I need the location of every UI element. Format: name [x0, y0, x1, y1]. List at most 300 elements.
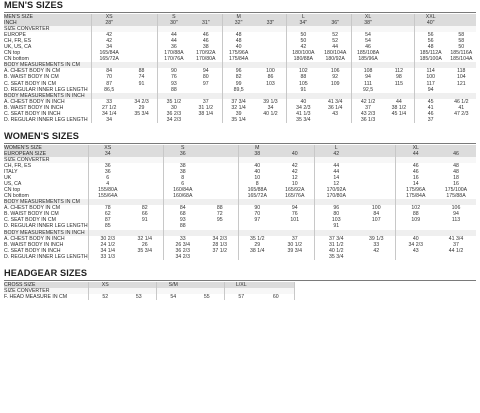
table-cell: 170/92A: [314, 187, 358, 193]
table-cell: 36: [88, 169, 127, 175]
table-cell: 57: [224, 294, 258, 300]
table-cell: 36": [319, 20, 351, 26]
table-cell: 34: [88, 151, 127, 157]
table-cell: 42: [92, 32, 126, 38]
table-cell: 93: [163, 217, 202, 223]
table-cell: 94: [291, 205, 298, 212]
table-cell: 175/100A: [444, 187, 468, 194]
table-cell: 90: [238, 205, 276, 211]
table-cell: 170/80A: [196, 56, 216, 63]
table-cell: 35 1/2: [157, 99, 189, 105]
table-cell: 33: [373, 241, 380, 248]
table-cell: 170/80A: [314, 193, 358, 199]
table-cell: 42: [291, 169, 298, 176]
table-cell: 44: [314, 163, 358, 169]
table-cell: 72: [216, 211, 223, 218]
table-cell: 31 1/2: [198, 104, 213, 111]
table-cell: 41 3/4: [448, 235, 464, 242]
table-cell: 94: [414, 87, 446, 93]
table-cell: 26 3/4: [163, 242, 202, 248]
table-cell: 34 2/3: [395, 242, 436, 248]
table-cell: 45 1/4: [391, 110, 407, 117]
row-label: B. WAIST BODY IN CM: [4, 211, 59, 218]
table-cell: 36 1/3: [352, 117, 384, 123]
table-cell: 92,5: [352, 87, 384, 93]
table-cell: 88: [138, 68, 145, 75]
table-cell: 30 2/3: [88, 236, 127, 242]
table-cell: L: [314, 145, 358, 151]
table-cell: 88: [216, 205, 223, 212]
table-cell: 82: [222, 74, 254, 80]
row-label: D. REGULAR INNER LEG LENGTH: [4, 116, 88, 123]
table-cell: 37: [202, 98, 209, 105]
table-cell: 40 1/2: [314, 248, 358, 254]
table-cell: 46: [395, 169, 436, 175]
table-cell: 95: [216, 217, 223, 224]
table-cell: 38 1/4: [198, 110, 213, 117]
table-cell: 32": [222, 20, 254, 26]
table-cell: 97: [238, 217, 276, 223]
row-label: UK: [4, 175, 12, 182]
table-cell: 85: [88, 223, 127, 229]
table-cell: 32 1/4: [222, 105, 254, 111]
table-cell: 52: [332, 32, 339, 39]
row-label: MEN'S SIZE: [4, 14, 92, 20]
table-cell: 33": [255, 20, 287, 26]
row-label: CN top: [4, 187, 21, 194]
table-cell: 70: [92, 74, 126, 80]
row-label: BODY MEASUREMENTS IN INCH: [4, 230, 88, 236]
table-cell: 93: [157, 81, 189, 87]
table-cell: 58: [458, 32, 465, 39]
table-cell: 35 3/4: [134, 110, 149, 117]
table-cell: 6: [163, 181, 202, 187]
table-cell: 39 1/3: [369, 235, 384, 242]
table-cell: 56: [414, 32, 446, 38]
table-cell: 160/68A: [163, 193, 202, 199]
table-cell: 37 1/2: [212, 247, 227, 254]
table-cell: 94: [352, 74, 384, 80]
table-cell: 27 1/2: [92, 105, 126, 111]
headgear-size-table: [4, 282, 294, 300]
table-cell: 31 1/2: [314, 242, 358, 248]
table-cell: 105: [287, 81, 319, 87]
table-cell: 87: [88, 217, 127, 223]
table-cell: 34 2/3: [163, 254, 202, 260]
table-cell: 34 2/3: [157, 117, 189, 123]
table-cell: 68: [163, 211, 202, 217]
table-cell: 185/108A: [352, 50, 384, 56]
table-cell: 42: [373, 247, 380, 254]
table-cell: 102: [287, 68, 319, 74]
row-label: CROSS SIZE: [4, 282, 88, 288]
table-cell: 48: [222, 38, 254, 44]
table-cell: 103: [266, 80, 275, 87]
table-cell: 99: [222, 81, 254, 87]
table-cell: L/XL: [224, 282, 258, 288]
table-cell: 88: [163, 223, 202, 229]
table-cell: 94: [202, 68, 209, 75]
table-cell: 48: [222, 32, 254, 38]
table-cell: 54: [156, 294, 190, 300]
table-cell: 37: [453, 241, 459, 248]
row-label: B. WAIST BODY IN CM: [4, 74, 59, 81]
row-label: EUROPEAN SIZE: [4, 151, 88, 157]
table-cell: 46: [202, 32, 209, 39]
table-cell: 37: [291, 235, 298, 242]
table-cell: 10: [238, 175, 276, 181]
table-cell: 103: [314, 217, 358, 223]
table-cell: 70: [238, 211, 276, 217]
table-cell: 38: [163, 169, 202, 175]
row-label: CN top: [4, 50, 21, 57]
table-cell: 48: [414, 44, 446, 50]
row-label: F. HEAD MEASURE IN CM: [4, 293, 68, 300]
table-cell: 91: [287, 87, 319, 93]
table-cell: 88: [287, 74, 319, 80]
table-cell: 155/80A: [88, 187, 127, 193]
table-cell: 33: [92, 99, 126, 105]
table-cell: 175/84A: [395, 193, 436, 199]
table-cell: 76: [157, 74, 189, 80]
headgear-table-row: [4, 294, 294, 300]
table-cell: 35 3/4: [287, 117, 319, 123]
table-cell: 185/100A: [414, 56, 446, 62]
table-cell: 8: [163, 175, 202, 181]
mens-title: MEN'S SIZES: [4, 0, 63, 10]
table-cell: 180/88A: [287, 56, 319, 62]
table-cell: 160/84A: [163, 187, 202, 193]
table-cell: 28": [92, 20, 126, 26]
table-cell: 43: [332, 110, 339, 117]
table-cell: 34 1/4: [88, 248, 127, 254]
headgear-title: HEADGEAR SIZES: [4, 267, 88, 278]
table-cell: 4: [88, 181, 127, 187]
table-cell: 33 1/3: [88, 254, 127, 260]
table-cell: 35 1/2: [238, 236, 276, 242]
table-cell: 180/100A: [287, 50, 319, 56]
table-cell: 112: [394, 68, 404, 75]
table-cell: 44: [395, 98, 402, 105]
table-cell: 165/72A: [92, 56, 126, 62]
table-cell: 88: [157, 87, 189, 93]
table-cell: 38": [352, 20, 384, 26]
table-cell: 46: [436, 151, 476, 157]
table-cell: 34: [92, 44, 126, 50]
table-cell: 46 1/2: [454, 98, 469, 105]
table-cell: 37 3/4: [314, 236, 358, 242]
row-label: SIZE CONVERTER: [4, 26, 92, 32]
table-cell: 38 1/2: [391, 104, 407, 111]
table-cell: 18: [453, 175, 459, 182]
table-cell: 50: [287, 32, 319, 38]
row-label: A. CHEST BODY IN CM: [4, 205, 61, 212]
table-cell: 41 1/3: [287, 111, 319, 117]
table-cell: M: [222, 14, 254, 20]
table-cell: 10: [291, 181, 298, 188]
table-cell: 41: [414, 105, 446, 111]
table-cell: 114: [414, 68, 446, 74]
table-cell: 30: [157, 105, 189, 111]
table-cell: 84: [163, 205, 202, 211]
table-cell: 43: [395, 248, 436, 254]
table-cell: 34 2/3: [287, 105, 319, 111]
table-cell: 165/72A: [238, 193, 276, 199]
table-cell: 46: [395, 163, 436, 169]
headgear-divider: [4, 280, 476, 281]
table-cell: 39: [222, 111, 254, 117]
table-cell: 6: [88, 175, 127, 181]
row-label: US, CA: [4, 181, 22, 188]
table-cell: 185/116A: [450, 50, 473, 57]
table-cell: XS: [88, 282, 122, 288]
table-cell: 78: [88, 205, 127, 211]
table-cell: 84: [92, 68, 126, 74]
table-cell: 66: [141, 211, 148, 218]
table-cell: 91: [141, 217, 148, 224]
table-cell: 12: [314, 181, 358, 187]
table-cell: 113: [451, 217, 461, 224]
table-cell: S: [163, 145, 202, 151]
table-cell: 14: [314, 175, 358, 181]
table-cell: 58: [458, 38, 465, 45]
table-cell: 104: [456, 74, 466, 81]
table-cell: XS: [92, 14, 126, 20]
table-cell: 34: [92, 117, 126, 123]
table-cell: 165/76A: [285, 193, 305, 200]
table-cell: 91: [314, 223, 358, 229]
table-cell: 97: [202, 80, 209, 87]
row-label: BODY MEASUREMENTS IN CM: [4, 62, 92, 68]
table-cell: 44: [395, 151, 436, 157]
table-cell: 36: [88, 163, 127, 169]
table-cell: 44: [157, 32, 189, 38]
table-cell: 175/96A: [222, 50, 254, 56]
table-cell: 52: [88, 294, 122, 300]
table-cell: 48: [453, 162, 459, 169]
table-cell: S/M: [156, 282, 190, 288]
table-cell: 40: [287, 99, 319, 105]
table-cell: 50: [458, 44, 465, 51]
row-label: A. CHEST BODY IN INCH: [4, 235, 65, 242]
table-cell: 26: [141, 241, 148, 248]
table-cell: 107: [371, 217, 381, 224]
table-cell: 33: [163, 236, 202, 242]
row-label: C. SEAT BODY IN INCH: [4, 110, 61, 117]
table-cell: 86: [267, 74, 274, 81]
table-cell: 55: [203, 293, 210, 300]
table-cell: 14: [395, 181, 436, 187]
table-cell: 86,5: [92, 87, 126, 93]
table-cell: 36 2/3: [157, 111, 189, 117]
table-cell: 52: [332, 38, 339, 45]
row-label: B. WAIST BODY IN INCH: [4, 241, 64, 248]
table-cell: 45: [414, 99, 446, 105]
table-cell: 170/92A: [196, 50, 216, 57]
table-cell: 36: [157, 44, 189, 50]
table-cell: 36: [163, 151, 202, 157]
table-cell: 41: [458, 104, 465, 111]
row-label: SIZE CONVERTER: [4, 288, 88, 294]
table-cell: 115: [394, 80, 404, 87]
table-cell: 62: [88, 211, 127, 217]
table-cell: 89,5: [222, 87, 254, 93]
table-cell: 40 1/2: [263, 110, 278, 117]
table-cell: 53: [135, 293, 142, 300]
row-label: WOMEN'S SIZE: [4, 145, 88, 151]
table-cell: 106: [451, 205, 461, 212]
table-cell: 35 3/4: [314, 254, 358, 260]
table-cell: 38: [202, 44, 209, 51]
table-cell: 16: [395, 175, 436, 181]
table-cell: 170/88A: [157, 50, 189, 56]
table-cell: 175/84A: [222, 56, 254, 62]
row-label: INCH: [4, 20, 92, 26]
table-cell: 56: [414, 38, 446, 44]
table-cell: 98: [395, 74, 402, 81]
table-cell: L: [287, 14, 319, 20]
table-cell: 100: [266, 68, 275, 75]
table-cell: 40": [414, 20, 446, 26]
table-cell: 90: [157, 68, 189, 74]
table-cell: 121: [456, 80, 466, 87]
table-cell: 100: [414, 74, 446, 80]
table-cell: 165/88A: [238, 187, 276, 193]
row-label: D. REGULAR INNER LEG LENGTH: [4, 253, 88, 260]
table-cell: 118: [457, 68, 466, 75]
table-cell: 185/112A: [414, 50, 446, 56]
womens-title: WOMEN'S SIZES: [4, 130, 79, 141]
table-cell: XXL: [414, 14, 446, 20]
table-cell: 82: [141, 205, 148, 212]
table-cell: 8: [238, 181, 276, 187]
table-cell: 37: [414, 117, 446, 123]
table-cell: XL: [395, 145, 436, 151]
table-cell: 92: [332, 74, 339, 81]
table-cell: 111: [352, 81, 384, 87]
table-cell: 34 2/3: [134, 98, 149, 105]
table-cell: 109: [395, 217, 436, 223]
table-cell: 80: [202, 74, 209, 81]
row-label: CN bottom: [4, 193, 29, 200]
row-label: C. SEAT BODY IN INCH: [4, 247, 61, 254]
table-cell: 175/88A: [446, 193, 466, 200]
row-label: CN bottom: [4, 56, 29, 63]
row-label: C. SEAT BODY IN CM: [4, 217, 56, 224]
table-cell: 87: [92, 81, 126, 87]
table-cell: 109: [330, 80, 340, 87]
row-label: BODY MEASUREMENTS IN INCH: [4, 93, 92, 99]
table-cell: 40: [222, 44, 254, 50]
womens-divider: [4, 143, 476, 144]
table-cell: 42 1/2: [352, 99, 384, 105]
table-cell: 38: [238, 151, 276, 157]
table-cell: 46: [414, 111, 446, 117]
table-cell: 36 1/4: [327, 104, 343, 111]
table-cell: 175/96A: [395, 187, 436, 193]
table-cell: 40: [276, 151, 314, 157]
womens-section: [4, 131, 476, 260]
table-cell: 108: [352, 68, 384, 74]
row-label: C. SEAT BODY IN CM: [4, 80, 56, 87]
mens-divider: [4, 12, 476, 13]
table-cell: 42: [287, 44, 319, 50]
row-label: BODY MEASUREMENTS IN CM: [4, 199, 88, 205]
table-cell: 39 1/3: [263, 98, 278, 105]
row-label: CH, FR, ES: [4, 162, 32, 169]
table-cell: 76: [291, 211, 298, 218]
table-cell: 180/104A: [324, 50, 347, 57]
table-cell: 41 3/4: [327, 98, 343, 105]
row-label: B. WAIST BODY IN INCH: [4, 104, 64, 111]
table-cell: XS: [88, 145, 127, 151]
table-cell: 44: [332, 44, 339, 51]
table-cell: 29: [138, 104, 145, 111]
table-cell: 94: [453, 211, 459, 218]
table-cell: 96: [314, 205, 358, 211]
table-cell: 91: [138, 80, 145, 87]
headgear-section: [4, 268, 476, 300]
row-label: A. CHEST BODY IN CM: [4, 68, 61, 75]
table-cell: M: [238, 145, 276, 151]
table-cell: 30 1/2: [287, 241, 302, 248]
table-cell: 34: [267, 104, 274, 111]
table-cell: 60: [272, 293, 279, 300]
table-cell: 40: [395, 236, 436, 242]
table-cell: 16: [453, 181, 459, 188]
row-label: D. REGULAR INNER LEG LENGTH: [4, 223, 88, 230]
table-cell: 54: [352, 38, 384, 44]
table-cell: 44: [314, 169, 358, 175]
row-label: D. REGULAR INNER LEG LENGTH: [4, 86, 88, 93]
table-cell: 40: [238, 169, 276, 175]
table-cell: 80: [314, 211, 358, 217]
table-cell: 34 1/4: [92, 111, 126, 117]
table-cell: 37 3/4: [222, 99, 254, 105]
table-cell: 28 1/3: [212, 241, 227, 248]
table-cell: 38 1/4: [238, 248, 276, 254]
table-cell: 185/96A: [352, 56, 384, 62]
table-cell: XL: [352, 14, 384, 20]
size-chart-document: [4, 0, 476, 300]
table-cell: 37: [352, 105, 384, 111]
row-label: SIZE CONVERTER: [4, 157, 88, 163]
mens-size-table: [4, 14, 476, 123]
row-label: EUROPE: [4, 32, 26, 39]
table-cell: 84: [373, 211, 380, 218]
table-cell: 42: [92, 38, 126, 44]
table-cell: 32 1/4: [137, 235, 152, 242]
table-cell: 44 1/2: [448, 247, 464, 254]
table-cell: 43 2/3: [352, 111, 384, 117]
table-cell: 46: [202, 38, 209, 45]
table-cell: 165/84A: [92, 50, 126, 56]
table-cell: 96: [222, 68, 254, 74]
row-label: ITALY: [4, 169, 18, 176]
table-cell: 117: [414, 81, 446, 87]
table-cell: 50: [287, 38, 319, 44]
table-cell: 44: [157, 38, 189, 44]
table-cell: 165/92A: [285, 187, 305, 194]
table-cell: 102: [395, 205, 436, 211]
table-cell: 88: [395, 211, 436, 217]
table-cell: 36 2/3: [163, 248, 202, 254]
row-label: CH, FR, ES: [4, 38, 32, 45]
table-cell: 42: [314, 151, 358, 157]
row-label: UK, US, CA: [4, 44, 32, 51]
table-cell: 180/92A: [325, 56, 345, 63]
table-cell: 170/76A: [157, 56, 189, 62]
